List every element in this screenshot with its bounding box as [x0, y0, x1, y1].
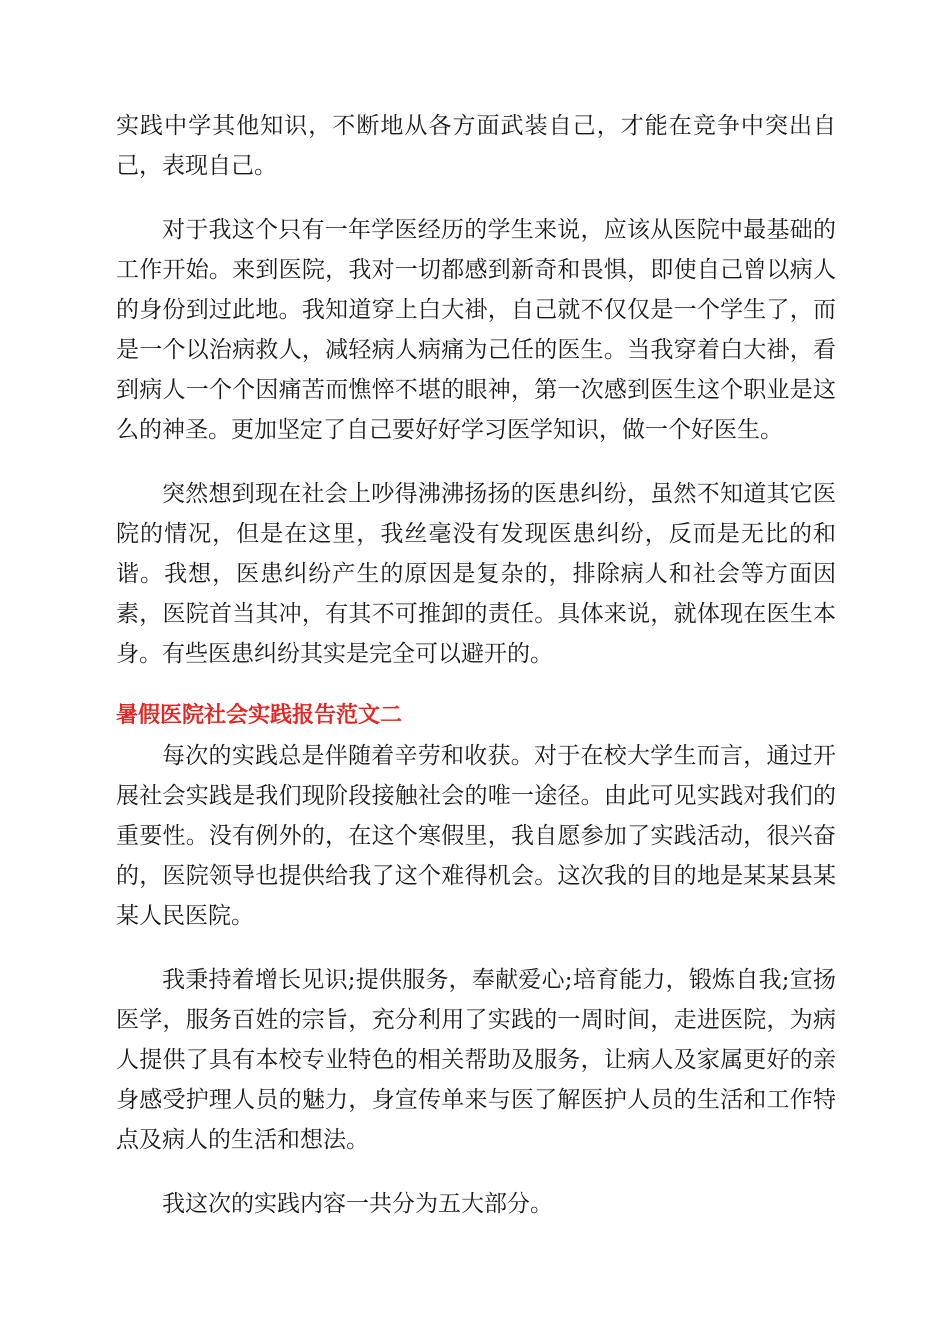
- paragraph-five-parts: 我这次的实践内容一共分为五大部分。: [162, 1191, 553, 1217]
- paragraph-practice-purpose: 我秉持着增长见识;提供服务，奉献爱心;培育能力，锻炼自我;宣扬医学，服务百姓的宗旨，充分利用了实践的一周时间，走进医院，为病人提供了具有本校专业特色的相关帮助及服务，让病人及家属更好的亲身感受护理人员的魅力，身宣传单来与医了解医护人员的生活和工作特点及病人的生活和想法。: [116, 967, 836, 1153]
- paragraph-doctor-patient-disputes: 突然想到现在社会上吵得沸沸扬扬的医患纠纷，虽然不知道其它医院的情况，但是在这里，我丝毫没有发现医患纠纷，反而是无比的和谐。我想，医患纠纷产生的原因是复杂的，排除病人和社会等方面因素，医院首当其冲，有其不可推卸的责任。具体来说，就体现在医生本身。有些医患纠纷其实是完全可以避开的。: [116, 481, 836, 667]
- paragraph-practice-gains: 每次的实践总是伴随着辛劳和收获。对于在校大学生而言，通过开展社会实践是我们现阶段接触社会的唯一途径。由此可见实践对我们的重要性。没有例外的，在这个寒假里，我自愿参加了实践活动，很兴奋的，医院领导也提供给我了这个难得机会。这次我的目的地是某某县某某人民医院。: [116, 743, 836, 929]
- paragraph-continuation: 实践中学其他知识，不断地从各方面武装自己，才能在竞争中突出自己，表现自己。: [116, 113, 836, 179]
- paragraph-first-experience: 对于我这个只有一年学医经历的学生来说，应该从医院中最基础的工作开始。来到医院，我对一切都感到新奇和畏惧，即使自己曾以病人的身份到过此地。我知道穿上白大褂，自己就不仅仅是一个学生了，而是一个以治病救人，减轻病人病痛为己任的医生。当我穿着白大褂，看到病人一个个因痛苦而憔悴不堪的眼神，第一次感到医生这个职业是这么的神圣。更加坚定了自己要好好学习医学知识，做一个好医生。: [116, 217, 836, 443]
- section-heading: 暑假医院社会实践报告范文二: [116, 703, 403, 728]
- document-page: [116, 106, 836, 1248]
